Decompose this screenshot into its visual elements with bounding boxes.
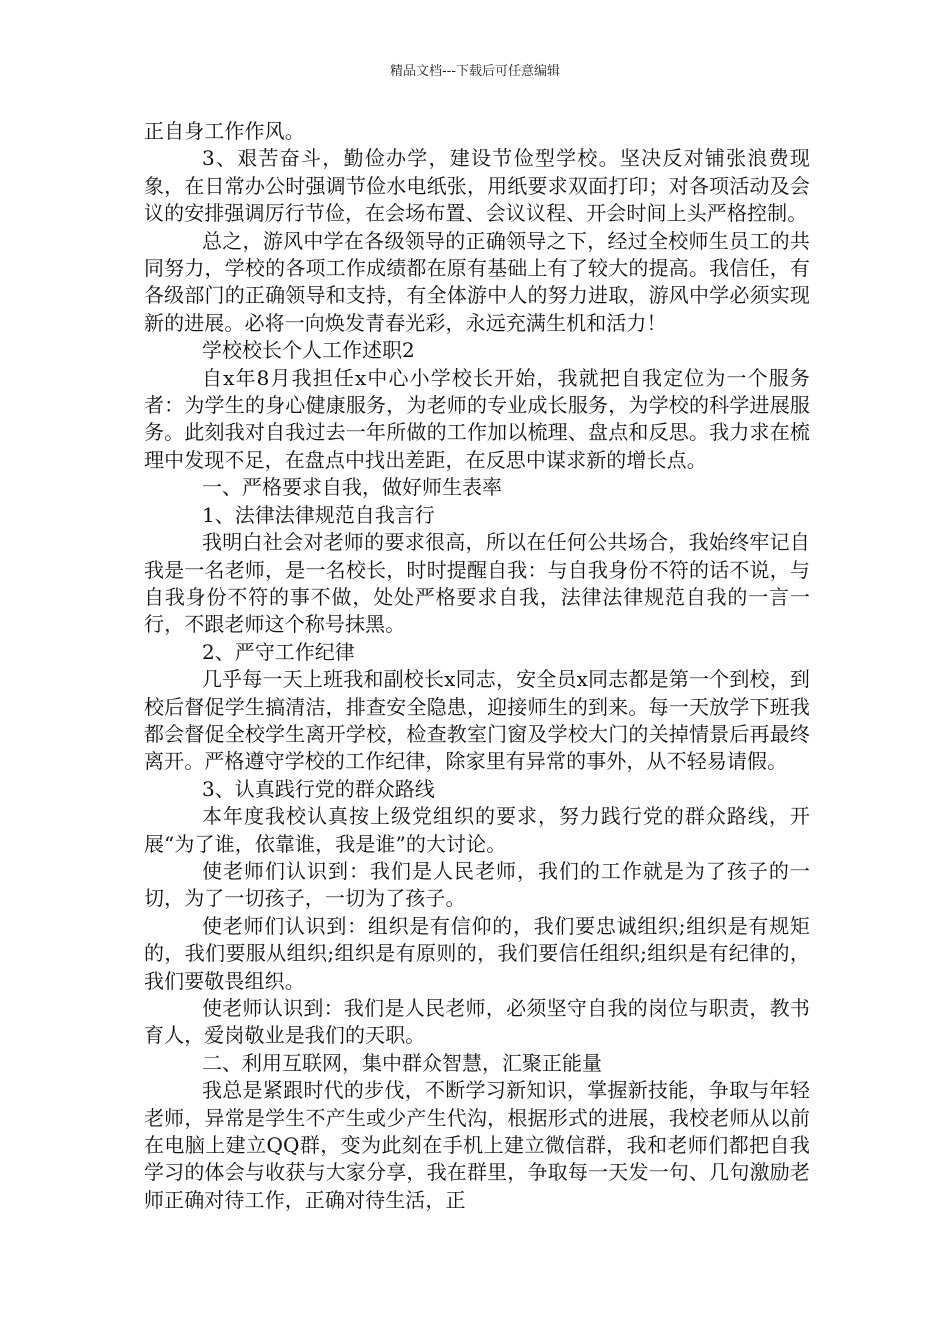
document-body [144, 118, 810, 1214]
paragraph-internet: 我总是紧跟时代的步伐，不断学习新知识，掌握新技能，争取与年轻老师，异常是学生不产生或少产生代沟，根据形式的进展，我校老师从以前在电脑上建立QQ群，变为此刻在手机上建立微信群，我和老师们都把自我学习的体会与收获与大家分享，我在群里，争取每一天发一句、几句激励老师正确对待工作，正确对待生活，正 [144, 1078, 810, 1212]
heading-part-two: 二、利用互联网，集中群众智慧，汇聚正能量 [202, 1050, 602, 1075]
paragraph-continuation: 正自身工作作风。 [144, 119, 305, 143]
page-header: 精品文档---下载后可任意编辑 [389, 64, 561, 79]
paragraph-awareness-1: 使老师们认识到：我们是人民老师，我们的工作就是为了孩子的一切，为了一切孩子，一切为了孩子。 [144, 858, 810, 911]
heading-item-3: 3、认真践行党的群众路线 [202, 776, 435, 801]
paragraph-item-3: 本年度我校认真按上级党组织的要求，努力践行党的群众路线，开展“为了谁，依靠谁，我是谁”的大讨论。 [144, 804, 810, 856]
paragraph-intro: 自x年8月我担任x中心小学校长开始，我就把自我定位为一个服务者：为学生的身心健康服务，为老师的专业成长服务，为学校的科学进展服务。此刻我对自我过去一年所做的工作加以梳理、盘点和反思。我力求在梳理中发现不足，在盘点中找出差距，在反思中谋求新的增长点。 [144, 365, 810, 472]
heading-item-2: 2、严守工作纪律 [202, 639, 355, 664]
paragraph-awareness-3: 使老师认识到：我们是人民老师，必须坚守自我的岗位与职责，教书育人，爱岗敬业是我们的天职。 [144, 996, 810, 1048]
heading-item-1: 1、法律法律规范自我言行 [202, 502, 435, 527]
paragraph-item-1: 我明白社会对老师的要求很高，所以在任何公共场合，我始终牢记自我是一名老师，是一名校长，时时提醒自我：与自我身份不符的话不说，与自我身份不符的事不做，处处严格要求自我，法律法律规范自我的一言一行，不跟老师这个称号抹黑。 [144, 530, 810, 637]
heading-part-one: 一、严格要求自我，做好师生表率 [202, 475, 502, 500]
paragraph-summary: 总之，游风中学在各级领导的正确领导之下，经过全校师生员工的共同努力，学校的各项工作成绩都在原有基础上有了较大的提高。我信任，有各级部门的正确领导和支持，有全体游中人的努力进取，游风中学必须实现新的进展。必将一向焕发青春光彩，永远充满生机和活力！ [144, 228, 810, 335]
paragraph-awareness-2: 使老师们认识到：组织是有信仰的，我们要忠诚组织;组织是有规矩的，我们要服从组织;组织是有原则的，我们要信任组织;组织是有纪律的，我们要敬畏组织。 [144, 913, 810, 993]
paragraph-item-2: 几乎每一天上班我和副校长x同志，安全员x同志都是第一个到校，到校后督促学生搞清洁，排查安全隐患，迎接师生的到来。每一天放学下班我都会督促全校学生离开学校，检查教室门窗及学校大门的关掉情景后再最终离开。严格遵守学校的工作纪律，除家里有异常的事外，从不轻易请假。 [144, 667, 810, 774]
section-title: 学校校长个人工作述职2 [202, 338, 415, 363]
paragraph-frugality: 3、艰苦奋斗，勤俭办学，建设节俭型学校。坚决反对铺张浪费现象，在日常办公时强调节俭水电纸张，用纸要求双面打印；对各项活动及会议的安排强调厉行节俭，在会场布置、会议议程、开会时间上头严格控制。 [144, 146, 810, 226]
